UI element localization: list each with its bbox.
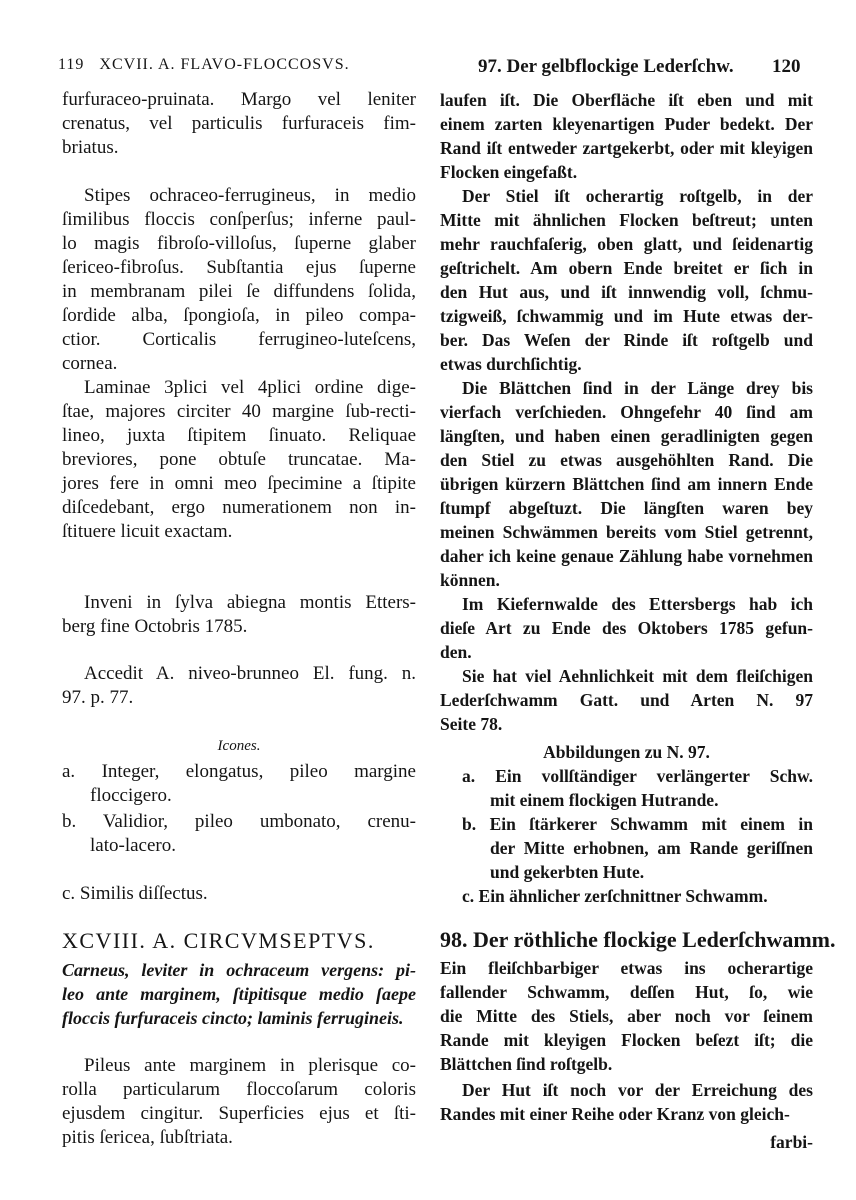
german-paragraph-aehnlichkeit [440, 664, 813, 736]
text-line: ctior. Corticalis ferrugineo-luteſcens, [62, 329, 416, 350]
text-line: crenatus, vel particulis furfuraceis fim- [62, 113, 416, 134]
german-paragraph-fundort [440, 592, 813, 664]
text-line: rolla particularum floccoſarum coloris [62, 1079, 416, 1100]
text-line: Flocken eingefaßt. [440, 162, 578, 182]
text-line: Die Blättchen ſind in der Länge drey bis [462, 378, 813, 398]
text-line: meinen Schwämmen bereits vom Stiel getrennt, [440, 522, 813, 542]
text-line: Mitte mit ähnlichen Flocken beſtreut; unten [440, 210, 813, 230]
german-paragraph [440, 88, 813, 184]
text-line: längſten, und haben einen geradlinigten gegen [440, 426, 813, 446]
text-line: geſtrichelt. Am obern Ende breitet er ſich in [440, 258, 813, 278]
text-line: Seite 78. [440, 714, 503, 734]
catchword [440, 1130, 813, 1154]
left-running-title: XCVII. A. FLAVO-FLOCCOSVS. [99, 56, 350, 73]
text-line: fallender Schwamm, deſſen Hut, ſo, wie [440, 982, 813, 1002]
left-page-number: 119 [58, 56, 85, 73]
text-line: etwas durchſichtig. [440, 354, 582, 374]
text-line: den Stiel zu etwas ausgehöhlten Rand. Die [440, 450, 813, 470]
text-line: ſericeo-fibroſus. Subſtantia ejus ſuperne [62, 257, 416, 278]
text-line: Carneus, leviter in ochraceum vergens: pi- [62, 960, 416, 980]
text-line: Accedit A. niveo-brunneo El. fung. n. [84, 663, 416, 684]
text-line: c. Ein ähnlicher zerſchnittner Schwamm. [462, 886, 768, 906]
latin-species-heading [62, 929, 416, 953]
latin-figure-b [62, 810, 416, 858]
text-line: Blättchen ſind roſtgelb. [440, 1054, 613, 1074]
text-line: ſordide alba, ſpongioſa, in pileo compa- [62, 305, 416, 326]
text-line: tzigweiß, ſchwammig und im Hute etwas der- [440, 306, 813, 326]
text-line: ber. Das Weſen der Rinde iſt roſtgelb und [440, 330, 813, 350]
text-line: Rande mit kleyigen Flocken beſezt iſt; die [440, 1030, 813, 1050]
text-line: breviores, pone obtuſe truncatae. Ma- [62, 449, 416, 470]
german-paragraph-blaettchen [440, 376, 813, 592]
text-line: 97. p. 77. [62, 687, 134, 708]
text-line: XCVIII. A. CIRCVMSEPTVS. [62, 928, 375, 953]
german-figure-b [462, 812, 813, 884]
text-line: Der Hut iſt noch vor der Erreichung des [462, 1080, 813, 1100]
text-line: b. Ein ſtärkerer Schwamm mit einem in [462, 814, 813, 834]
text-line: die Mitte des Stiels, aber noch vor ſeinem [440, 1006, 813, 1026]
german-figure-c [462, 884, 813, 908]
text-line: diſcedebant, ergo numerationem non in- [62, 497, 416, 518]
text-line: übrigen kürzern Blättchen ſind am innern Ende [440, 474, 813, 494]
text-line: lineo, juxta ſtipitem ſinuato. Reliquae [62, 425, 416, 446]
text-line: ſtae, majores circiter 40 margine ſub-recti- [62, 401, 416, 422]
german-paragraph-stiel [440, 184, 813, 376]
right-running-title: 97. Der gelbflockige Lederſchw. [478, 56, 734, 77]
latin-paragraph [62, 88, 416, 160]
text-line: mehr rauchfaſerig, oben glatt, und ſeidenartig [440, 234, 813, 254]
latin-icones-title [62, 734, 416, 758]
text-line: furfuraceo-pruinata. Margo vel leniter [62, 89, 416, 110]
text-line: Icones. [217, 738, 261, 754]
latin-paragraph-laminae [62, 376, 416, 544]
text-line: Sie hat viel Aehnlichkeit mit dem fleiſchigen [462, 666, 813, 686]
text-line: a. Integer, elongatus, pileo margine [62, 761, 416, 782]
text-line: Pileus ante marginem in plerisque co- [84, 1055, 416, 1076]
text-line: den. [440, 642, 472, 662]
text-line: laufen iſt. Die Oberfläche iſt eben und mit [440, 90, 813, 110]
text-line: jores fere in omni meo ſpecimine a ſtipite [62, 473, 416, 494]
text-line: und gekerbten Hute. [490, 862, 645, 882]
text-line: b. Validior, pileo umbonato, crenu- [62, 811, 416, 832]
text-line: ſimilibus floccis conſperſus; inferne paul- [62, 209, 416, 230]
latin-paragraph-reference [62, 662, 416, 710]
text-line: der Mitte erhobnen, am Rande geriſſnen [490, 838, 813, 858]
text-line: Stipes ochraceo-ferrugineus, in medio [84, 185, 416, 206]
text-line: leo ante marginem, ſtipitisque medio ſaepe [62, 984, 416, 1004]
text-line: floccigero. [90, 785, 172, 806]
text-line: Lederſchwamm Gatt. und Arten N. 97 [440, 690, 813, 710]
text-line: ejusdem cingitur. Superficies ejus et ſti- [62, 1103, 416, 1124]
text-line: Rand iſt entweder zartgekerbt, oder mit kleyigen [440, 138, 813, 158]
german-species-heading [440, 927, 836, 952]
text-line: floccis furfuraceis cincto; laminis ferrugineis. [62, 1008, 404, 1028]
latin-paragraph-pileus [62, 1054, 416, 1150]
text-line: lato-lacero. [90, 835, 176, 856]
text-line: a. Ein vollſtändiger verlängerter Schw. [462, 766, 813, 786]
text-line: Im Kiefernwalde des Ettersbergs hab ich [462, 594, 813, 614]
text-line: Der Stiel iſt ocherartig roſtgelb, in der [462, 186, 813, 206]
text-line: briatus. [62, 137, 119, 158]
german-paragraph-hut [440, 1078, 813, 1126]
text-line: lo magis fibroſo-villoſus, ſuperne glaber [62, 233, 416, 254]
text-line: c. Similis diſſectus. [62, 883, 208, 904]
german-figure-a [462, 764, 813, 812]
text-line: Abbildungen zu N. 97. [543, 742, 710, 762]
text-line: ſtumpf abgeſtuzt. Die längſten waren bey [440, 498, 813, 518]
german-abbildungen-title [440, 740, 813, 764]
text-line: 98. Der röthliche flockige Lederſchwamm. [440, 927, 836, 952]
latin-figure-a [62, 760, 416, 808]
text-line: Laminae 3plici vel 4plici ordine dige- [84, 377, 416, 398]
german-diagnosis [440, 956, 813, 1076]
text-line: pitis ſericea, ſubſtriata. [62, 1127, 233, 1148]
text-line: Ein fleiſchbarbiger etwas ins ocherartige [440, 958, 813, 978]
text-line: Randes mit einer Reihe oder Kranz von gleich- [440, 1104, 790, 1124]
text-line: mit einem flockigen Hutrande. [490, 790, 719, 810]
text-line: cornea. [62, 353, 118, 374]
latin-paragraph-habitat [62, 591, 416, 639]
text-line: den Hut aus, und iſt innwendig voll, ſchmu- [440, 282, 813, 302]
right-page-number: 120 [772, 56, 801, 77]
text-line: farbi- [770, 1132, 813, 1152]
text-line: dieſe Art zu Ende des Oktobers 1785 gefun- [440, 618, 813, 638]
text-line: berg fine Octobris 1785. [62, 616, 248, 637]
latin-paragraph-stipes [62, 184, 416, 376]
text-line: einem zarten kleyenartigen Puder bedekt. Der [440, 114, 813, 134]
text-line: können. [440, 570, 500, 590]
left-page-header [58, 56, 350, 74]
text-line: in membranam pilei ſe diffundens ſolida, [62, 281, 416, 302]
text-line: vierfach verſchieden. Ohngefehr 40 ſind am [440, 402, 813, 422]
text-line: Inveni in ſylva abiegna montis Etters- [84, 592, 416, 613]
latin-figure-c [62, 882, 416, 906]
text-line: daher ich keine genaue Zählung habe vornehmen [440, 546, 813, 566]
latin-diagnosis [62, 958, 416, 1030]
text-line: ſtituere licuit exactam. [62, 521, 233, 542]
